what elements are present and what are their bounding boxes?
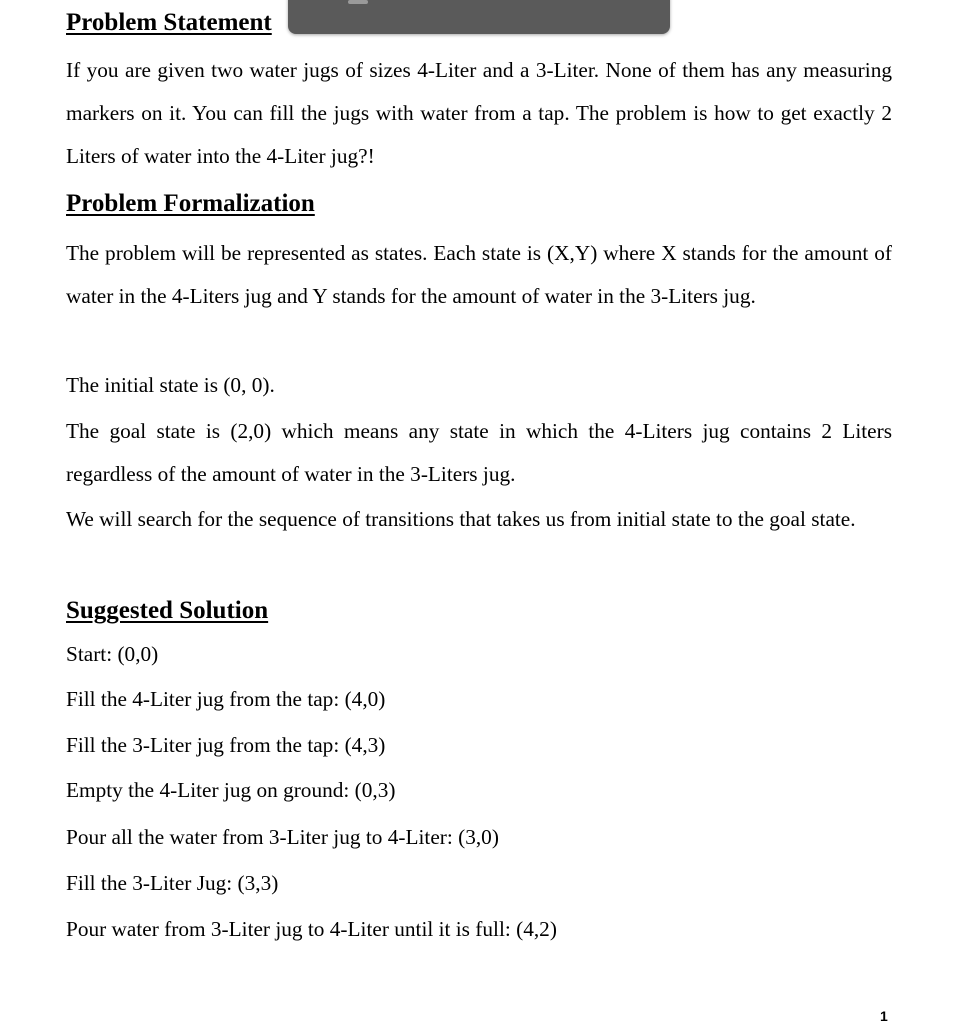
solution-step: Start: (0,0) (66, 642, 159, 666)
solution-step: Fill the 3-Liter jug from the tap: (4,3) (66, 733, 386, 757)
paragraph-search-description: We will search for the sequence of transitions that takes us from initial state to the goal state. (66, 507, 856, 531)
heading-problem-statement: Problem Statement (66, 9, 272, 36)
paragraph-goal-state: The goal state is (2,0) which means any state in which the 4-Liters jug contains 2 Liters regardless of the amount of water in the 3-Liters jug. (66, 419, 892, 486)
heading-problem-formalization: Problem Formalization (66, 190, 315, 217)
toolbar-handle-icon (348, 0, 368, 4)
heading-suggested-solution: Suggested Solution (66, 597, 269, 624)
solution-step: Pour water from 3-Liter jug to 4-Liter until it is full: (4,2) (66, 917, 557, 941)
paragraph-initial-state: The initial state is (0, 0). (66, 373, 275, 397)
page-number: 1 (880, 1008, 888, 1024)
solution-step: Fill the 3-Liter Jug: (3,3) (66, 871, 279, 895)
solution-step: Empty the 4-Liter jug on ground: (0,3) (66, 778, 396, 802)
viewer-toolbar-overlay[interactable] (288, 0, 670, 34)
solution-step: Pour all the water from 3-Liter jug to 4-Liter: (3,0) (66, 825, 499, 849)
paragraph-problem-statement: If you are given two water jugs of sizes 4-Liter and a 3-Liter. None of them has any measuring markers on it. You can fill the jugs with water from a tap. The problem is how to get exactly 2 Liters of water into the 4-Liter jug?! (66, 58, 892, 168)
paragraph-state-definition: The problem will be represented as states. Each state is (X,Y) where X stands for the amount of water in the 4-Liters jug and Y stands for the amount of water in the 3-Liters jug. (66, 241, 892, 308)
solution-step: Fill the 4-Liter jug from the tap: (4,0) (66, 687, 386, 711)
